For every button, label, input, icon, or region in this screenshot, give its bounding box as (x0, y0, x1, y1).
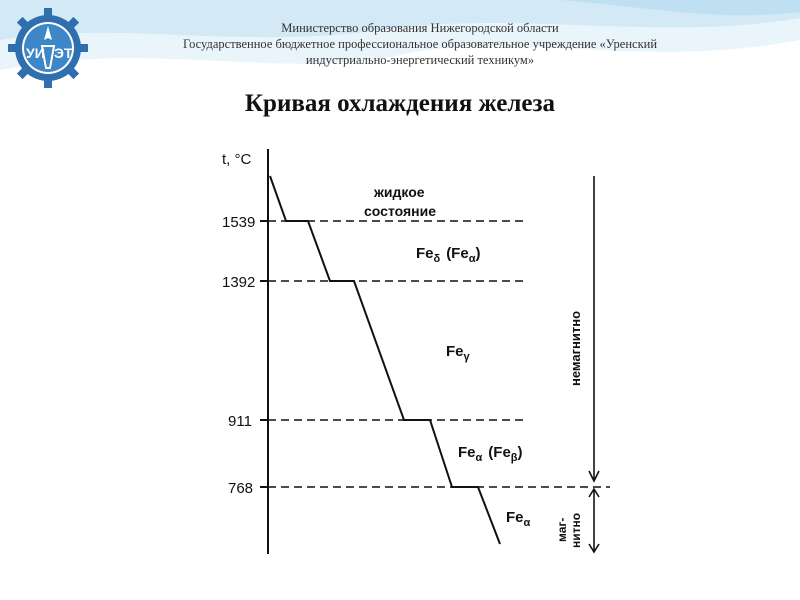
logo (6, 6, 90, 90)
phase-liquid-line2: состояние (364, 203, 436, 219)
zone-magnetic-line1: маг- (555, 517, 569, 542)
temp-label-768: 768 (228, 480, 254, 497)
zone-nonmagnetic: немагнитно (568, 310, 583, 386)
phase-fe-alpha-beta: $Fe_\alpha$ $(Fe_\beta)$ (458, 444, 523, 464)
phase-fe-gamma: $Fe_\gamma$ (446, 343, 470, 363)
institution-header (120, 20, 720, 68)
header-line-2: Государственное бюджетное профессиональное образовательное учреждение «Уренский (182, 37, 658, 51)
header-line-3: индустриально-энергетический техникум» (305, 53, 535, 67)
logo-text-right: ЭТ (54, 45, 73, 61)
phase-fe-delta: $Fe_\delta$ $(Fe_\alpha)$ (416, 245, 481, 265)
phase-liquid-line1: жидкое (374, 184, 425, 200)
gear-emblem-icon (6, 6, 90, 90)
temp-label-911: 911 (228, 413, 252, 430)
header-line-1: Министерство образования Нижегородской области (281, 21, 559, 35)
logo-text-left: УИ (26, 45, 45, 61)
cooling-curve-diagram (208, 134, 620, 564)
cooling-curve-svg (208, 134, 620, 564)
zone-magnetic-line2: нитно (569, 512, 583, 548)
phase-fe-alpha: $Fe_\alpha$ (506, 509, 531, 529)
temp-label-1539: 1539 (222, 214, 256, 231)
axis-label: t, °C (222, 151, 252, 168)
temp-label-1392: 1392 (222, 274, 256, 291)
slide-title: Кривая охлаждения железа (244, 90, 556, 117)
